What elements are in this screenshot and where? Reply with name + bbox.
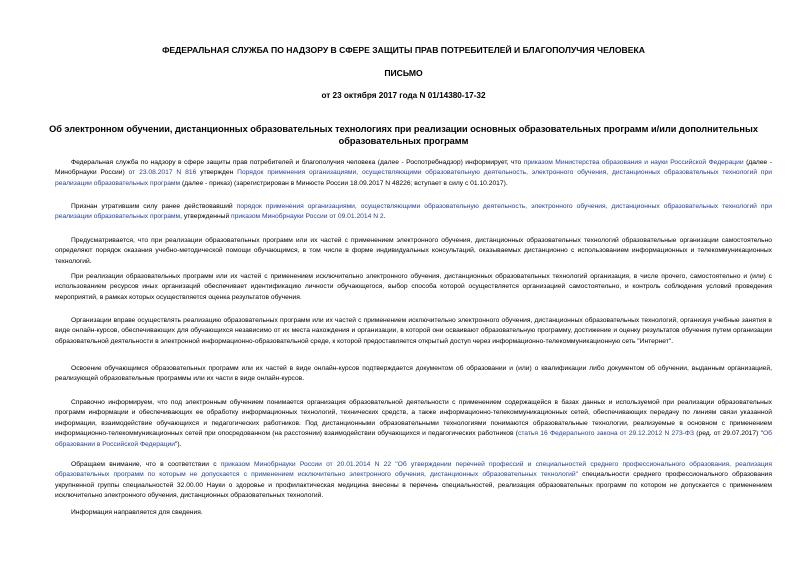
text: , утвержденный (180, 213, 232, 221)
text: (далее - приказ) (зарегистрирован в Минюсте России 18.09.2017 N 48226; вступает в силу с 01.10.2017). (180, 179, 508, 187)
text: Признан утратившим силу ранее действовавший (71, 203, 237, 210)
text: утвержден (196, 169, 238, 177)
document-type: ПИСЬМО (384, 68, 423, 78)
paragraph-1 (55, 158, 772, 189)
link-order-2[interactable]: приказом Минобрнауки России от 09.01.2014 N 2 (231, 213, 384, 221)
text: "). (174, 440, 182, 448)
link-article-16[interactable]: статья 16 Федерального закона от 29.12.2012 N 273-ФЗ (517, 430, 695, 438)
document-title: Об электронном обучении, дистанционных образовательных технологиях при реализации основных образовательных программ и/или дополнительных образовательных программ (49, 124, 758, 146)
paragraph-9: Информация направляется для сведения. (71, 509, 203, 516)
agency-name: ФЕДЕРАЛЬНАЯ СЛУЖБА ПО НАДЗОРУ В СФЕРЕ ЗАЩИТЫ ПРАВ ПОТРЕБИТЕЛЕЙ И БЛАГОПОЛУЧИЯ ЧЕЛОВЕКА (162, 45, 645, 55)
text: . (383, 213, 386, 221)
paragraph-6: Освоение обучающимся образовательных программ или их частей в виде онлайн-курсов подтверждается документом об образовании и (или) о квалификации либо документом об обучении, выданным организацией, реализующей образовательные программы или их части в виде онлайн-курсов. (55, 365, 772, 383)
paragraph-4: При реализации образовательных программ или их частей с применением исключительно электронного обучения, дистанционных образовательных технологий организация, в числе прочего, самостоятельно и (или) с использованием ресурсов иных организаций обеспечивает идентификацию личности обучающегося, выбор способа которой осуществляется организацией самостоятельно, и контроль соблюдения условий проведения мероприятий, в рамках которых осуществляется оценка результатов обучения. (55, 273, 772, 301)
paragraph-5: Организации вправе осуществлять реализацию образовательных программ или их частей с применением исключительно электронного обучения, дистанционных образовательных технологий, организуя учебные занятия в виде онлайн-курсов, обеспечивающих для обучающихся независимо от их места нахождения и организации, в которой они осваивают образовательную программу, достижение и оценку результатов обучения путем организации образовательной деятельности в электронной информационно-образовательной среде, к которой предоставляется открытый доступ через информационно-телекоммуникационную сеть "Интернет". (55, 317, 772, 345)
text: специальности среднего профессионального образования укрупненной группы специальностей 32.00.00 Науки о здоровье и профилактическая медицина внесены в перечень специальностей, реализация образовательных программ по котором не допускается с применением исключительно электронного обучения, дистанционных образовательных технологий. (55, 471, 773, 500)
paragraph-8 (55, 460, 772, 502)
text: (ред. от 29.07.2017) " (694, 430, 763, 438)
text: (далее - Минобрнауки России) (55, 159, 772, 177)
paragraph-7 (55, 398, 772, 450)
document-date-number: от 23 октября 2017 года N 01/14380-17-32 (321, 91, 486, 100)
paragraph-2 (55, 202, 772, 223)
link-procedure[interactable]: Порядок применения организациями, осуществляющими образовательную деятельность, электронного обучения, дистанционных образовательных технологий при реализации образовательных программ (55, 169, 772, 187)
paragraph-3: Предусматривается, что при реализации образовательных программ или их частей с применением электронного обучения, дистанционных образовательных технологий образовательные организации самостоятельно определяют порядок оказания учебно-методической помощи обучающимся, в том числе в форме индивидуальных консультаций, оказываемых дистанционно с использованием информационных и телекоммуникационных технологий. (55, 237, 772, 265)
text: Обращаем внимание, что в соответствии с (71, 461, 221, 468)
link-order-ministry[interactable]: приказом Министерства образования и науки Российской Федерации (523, 159, 744, 166)
link-order-816[interactable]: от 23.08.2017 N 816 (128, 169, 197, 177)
text: Федеральная служба по надзору в сфере защиты прав потребителей и благополучия человека (далее - Роспотребнадзор) информирует, что (71, 159, 524, 166)
link-old-procedure[interactable]: порядок применения организациями, осуществляющими образовательную деятельность, электронного обучения, дистанционных образовательных технологий при реализации образовательных программ (55, 203, 772, 221)
link-education-law[interactable]: Об образовании в Российской Федерации (55, 430, 773, 448)
link-order-22[interactable]: приказом Минобрнауки России от 20.01.2014 N 22 "Об утверждении перечней профессий и специальностей среднего профессионального образования, реализация образовательных программ по которым не допускается с применением исключительно электронного обучения, дистанционных образовательных технологий" (55, 461, 773, 479)
text: Справочно информируем, что под электронным обучением понимается организация образовательной деятельности с применением содержащейся в базах данных и используемой при реализации образовательных программ информации и обеспечивающих ее обработку информационных технологий, технических средств, а также информационно-телекоммуникационных сетей, обеспечивающих передачу по линиям связи указанной информации, взаимодействие обучающихся и педагогических работников. Под дистанционными образовательными технологиями понимаются образовательные технологии, реализуемые в основном с применением информационно-телекоммуникационных сетей при опосредованном (на расстоянии) взаимодействии обучающихся и педагогических работников ( (55, 399, 772, 438)
